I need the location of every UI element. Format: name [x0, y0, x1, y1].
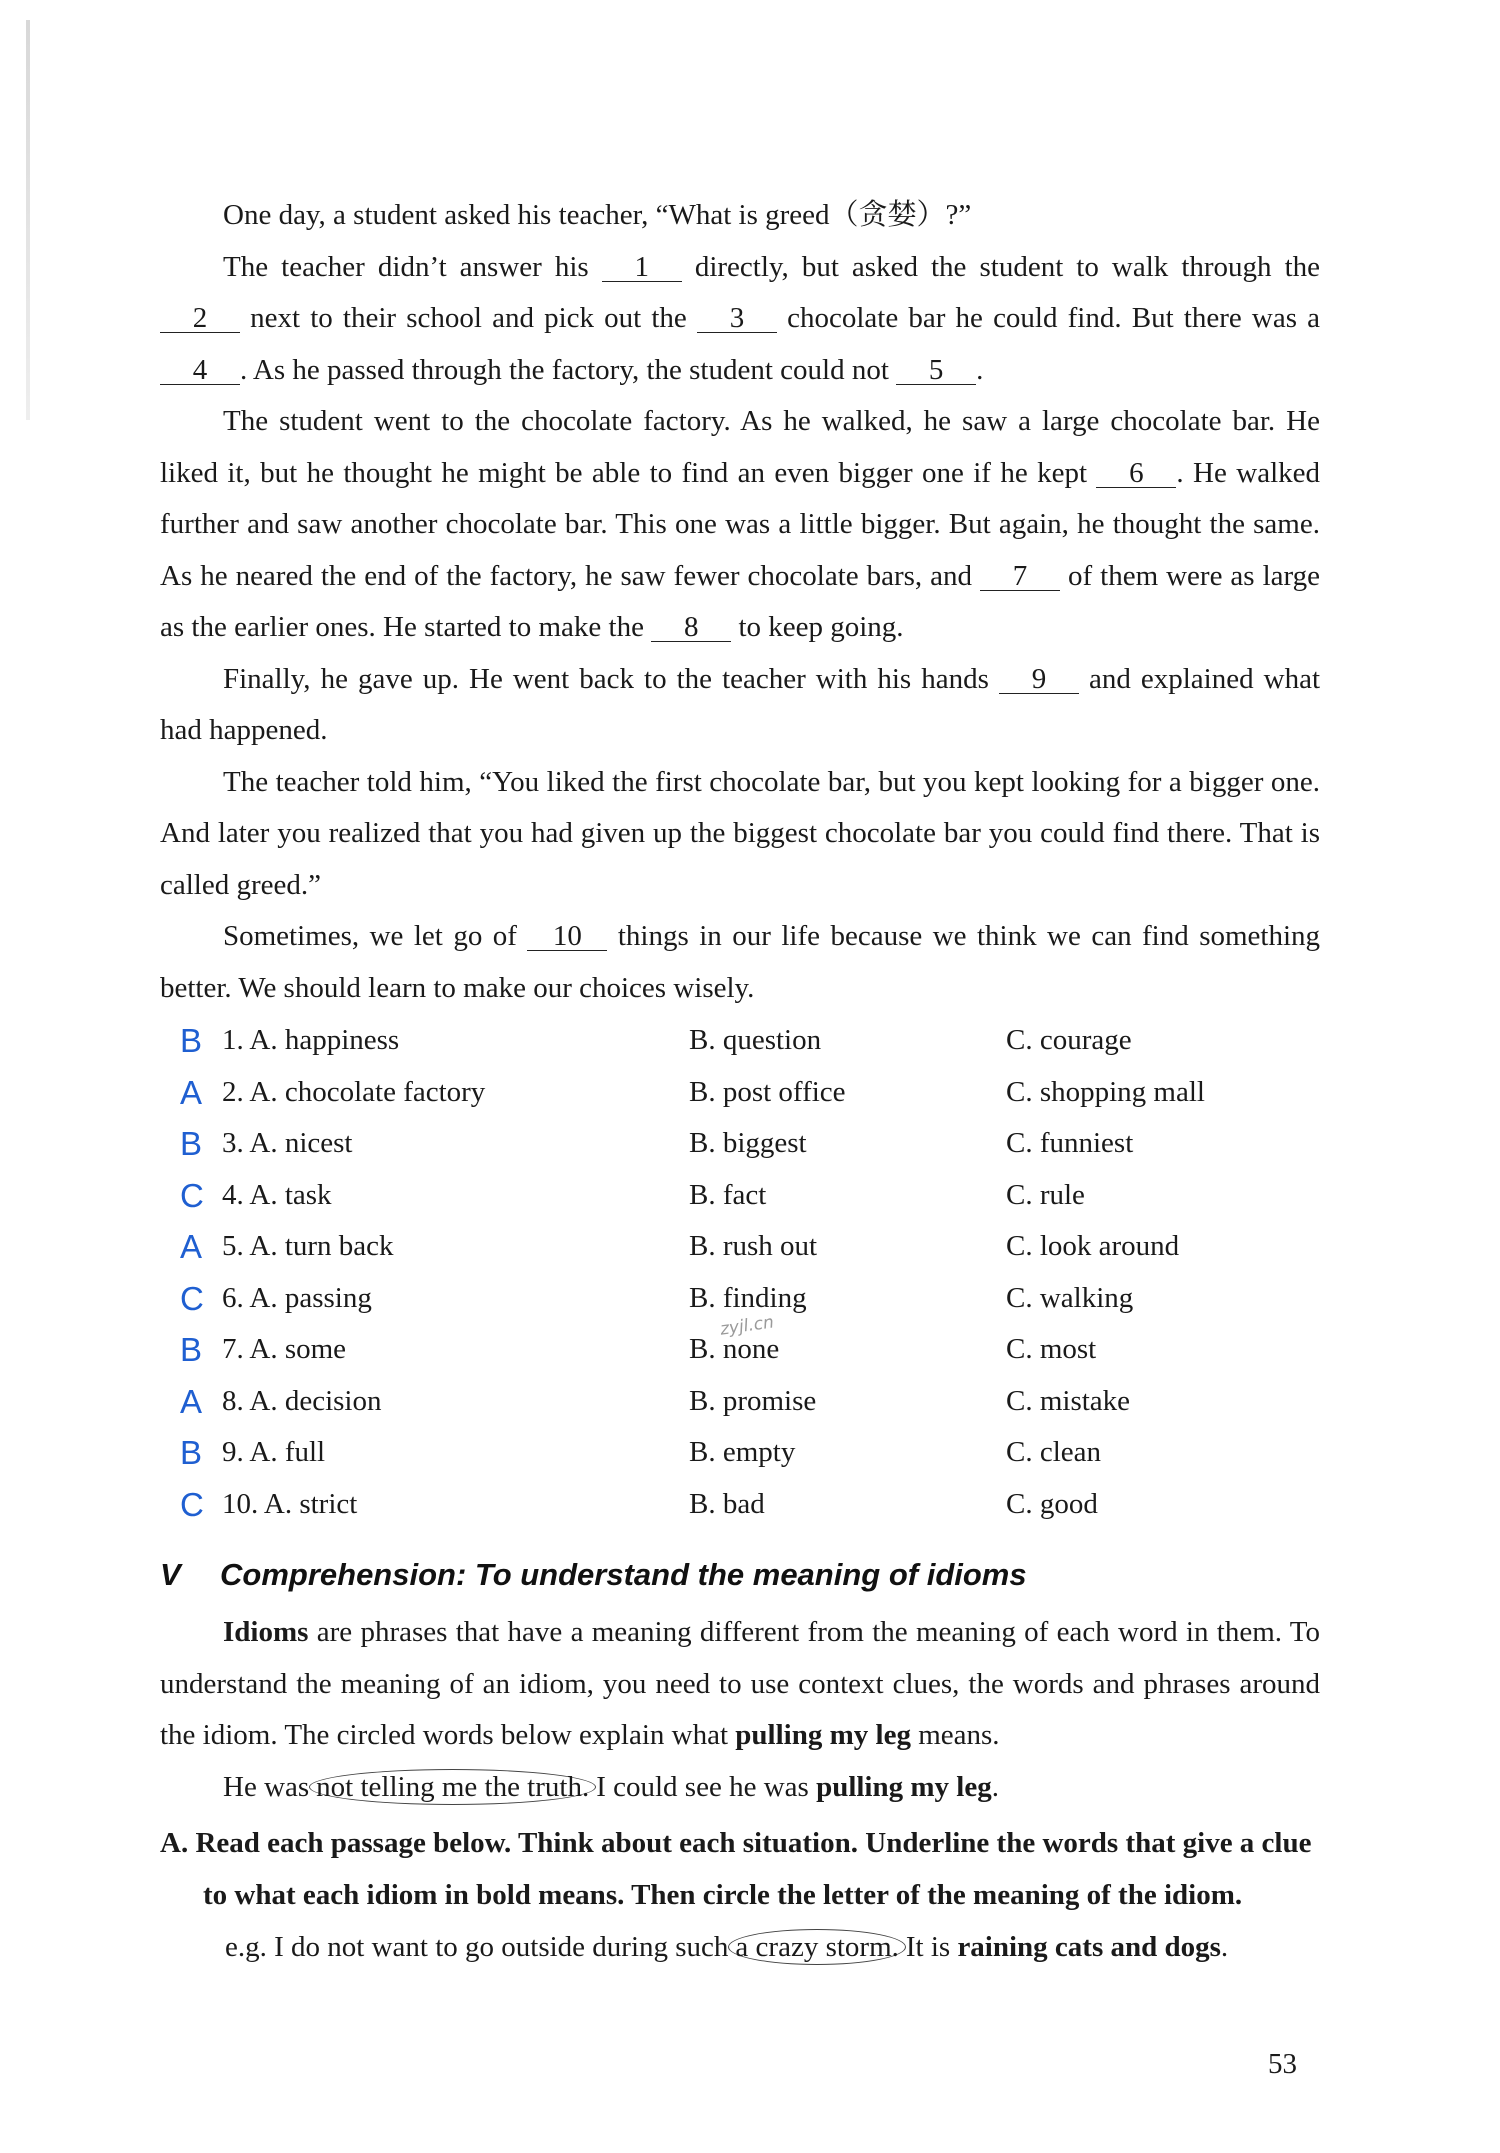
section-intro [160, 1607, 1320, 1813]
option-b: B. none [689, 1333, 780, 1365]
option-b: B. bad [689, 1487, 765, 1520]
blank-6: 6 [1096, 459, 1176, 488]
exercise-instruction: A. Read each passage below. Think about each situation. Underline the words that give a clue to what each idiom in bold means. Then circle the letter of the meaning of the idiom. [160, 1827, 1312, 1911]
blank-7: 7 [980, 562, 1060, 591]
page-number: 53 [1268, 2048, 1297, 2080]
paragraph-2: The teacher didn’t answer his 1 directly, but asked the student to walk through the 2 next to their school and pick out the 3 chocolate bar he could find. But there was a 4 . As he passed through the factory, the student could not 5 . [160, 242, 1320, 397]
handwritten-answer: B [180, 1331, 203, 1368]
handwritten-answer: A [180, 1382, 203, 1420]
option-a: 2. A. chocolate factory [222, 1075, 486, 1108]
circled-clue: not telling me the truth. [309, 1769, 596, 1805]
option-b: B. finding [689, 1281, 807, 1314]
blank-3: 3 [697, 304, 777, 333]
blank-5: 5 [896, 356, 976, 385]
handwritten-answer: B [180, 1022, 203, 1059]
option-c: C. good [1006, 1487, 1098, 1520]
paragraph-1: One day, a student asked his teacher, “What is greed（贪婪）?” [223, 199, 972, 231]
handwritten-answer: C [180, 1485, 204, 1523]
choice-row [160, 1067, 1320, 1119]
option-c: C. shopping mall [1006, 1075, 1205, 1108]
option-a: 3. A. nicest [222, 1127, 353, 1159]
section-heading [160, 1557, 1027, 1593]
option-c: C. clean [1006, 1436, 1102, 1468]
option-c: C. funniest [1006, 1127, 1134, 1159]
option-b: B. fact [689, 1178, 767, 1211]
handwritten-answer: A [180, 1073, 203, 1111]
choice-row [160, 1427, 1320, 1479]
option-a: 5. A. turn back [222, 1230, 394, 1262]
option-c: C. walking [1006, 1281, 1134, 1314]
circled-clue: a crazy storm. [728, 1929, 905, 1965]
paragraph-6: Sometimes, we let go of 10 things in our life because we think we can find something better. We should learn to make our choices wisely. [160, 920, 1321, 1004]
choice-row [160, 1118, 1320, 1170]
option-c: C. mistake [1006, 1384, 1131, 1417]
option-c: C. look around [1006, 1230, 1180, 1262]
paragraph-5: The teacher told him, “You liked the first chocolate bar, but you kept looking for a bigger one. And later you realized that you had given up the biggest chocolate bar you could find there. That is called greed.” [160, 765, 1320, 901]
blank-10: 10 [527, 922, 607, 951]
handwritten-answer: A [180, 1228, 203, 1265]
choice-row [160, 1376, 1320, 1428]
binding-edge [26, 20, 30, 420]
option-b: B. post office [689, 1075, 846, 1108]
section-title: Comprehension: To understand the meaning of idioms [220, 1557, 1027, 1592]
handwritten-answer: C [180, 1279, 204, 1317]
blank-8: 8 [651, 613, 731, 642]
blank-9: 9 [999, 665, 1079, 694]
watermark: zyjl.cn [718, 1312, 776, 1340]
choices-list [160, 1015, 1320, 1530]
handwritten-answer: B [180, 1125, 203, 1162]
option-c: C. rule [1006, 1178, 1085, 1211]
blank-4: 4 [160, 356, 240, 385]
blank-1: 1 [602, 253, 682, 282]
section-number: V [160, 1557, 181, 1592]
choice-row [160, 1221, 1320, 1273]
option-a: 4. A. task [222, 1178, 332, 1211]
option-a: 8. A. decision [222, 1384, 382, 1417]
sample-sentence: He was not telling me the truth. I could see he was pulling my leg. [223, 1770, 999, 1803]
handwritten-answer: B [180, 1434, 203, 1471]
paragraph-4: Finally, he gave up. He went back to the teacher with his hands 9 and explained what had happened. [160, 662, 1320, 746]
handwritten-answer: C [180, 1176, 204, 1214]
choice-row [160, 1170, 1320, 1222]
option-b: B. empty [689, 1436, 796, 1468]
option-a: 6. A. passing [222, 1281, 372, 1314]
choice-row [160, 1479, 1320, 1531]
option-b: B. question [689, 1024, 822, 1056]
blank-2: 2 [160, 304, 240, 333]
option-c: C. courage [1006, 1024, 1132, 1056]
option-a: 10. A. strict [222, 1487, 358, 1520]
paragraph-3: The student went to the chocolate factory. As he walked, he saw a large chocolate bar. He liked it, but he thought he might be able to find an even bigger one if he kept 6 . He walked further and saw another chocolate bar. This one was a little bigger. But again, he thought the same. As he neared the end of the factory, he saw fewer chocolate bars, and 7 of them were as large as the earlier ones. He started to make the 8 to keep going. [160, 405, 1321, 643]
option-a: 1. A. happiness [222, 1024, 400, 1056]
choice-row [160, 1015, 1320, 1067]
option-b: B. promise [689, 1384, 817, 1417]
option-b: B. biggest [689, 1127, 807, 1159]
option-a: 9. A. full [222, 1436, 326, 1468]
option-a: 7. A. some [222, 1333, 347, 1365]
cloze-passage [160, 190, 1320, 1014]
example-sentence: e.g. I do not want to go outside during such a crazy storm. It is raining cats and dogs. [225, 1931, 1229, 1963]
intro-paragraph: Idioms are phrases that have a meaning different from the meaning of each word in them. To understand the meaning of an idiom, you need to use context clues, the words and phrases around the idiom. The circled words below explain what pulling my leg means. [160, 1616, 1321, 1751]
option-c: C. most [1006, 1333, 1097, 1365]
option-b: B. rush out [689, 1230, 818, 1262]
